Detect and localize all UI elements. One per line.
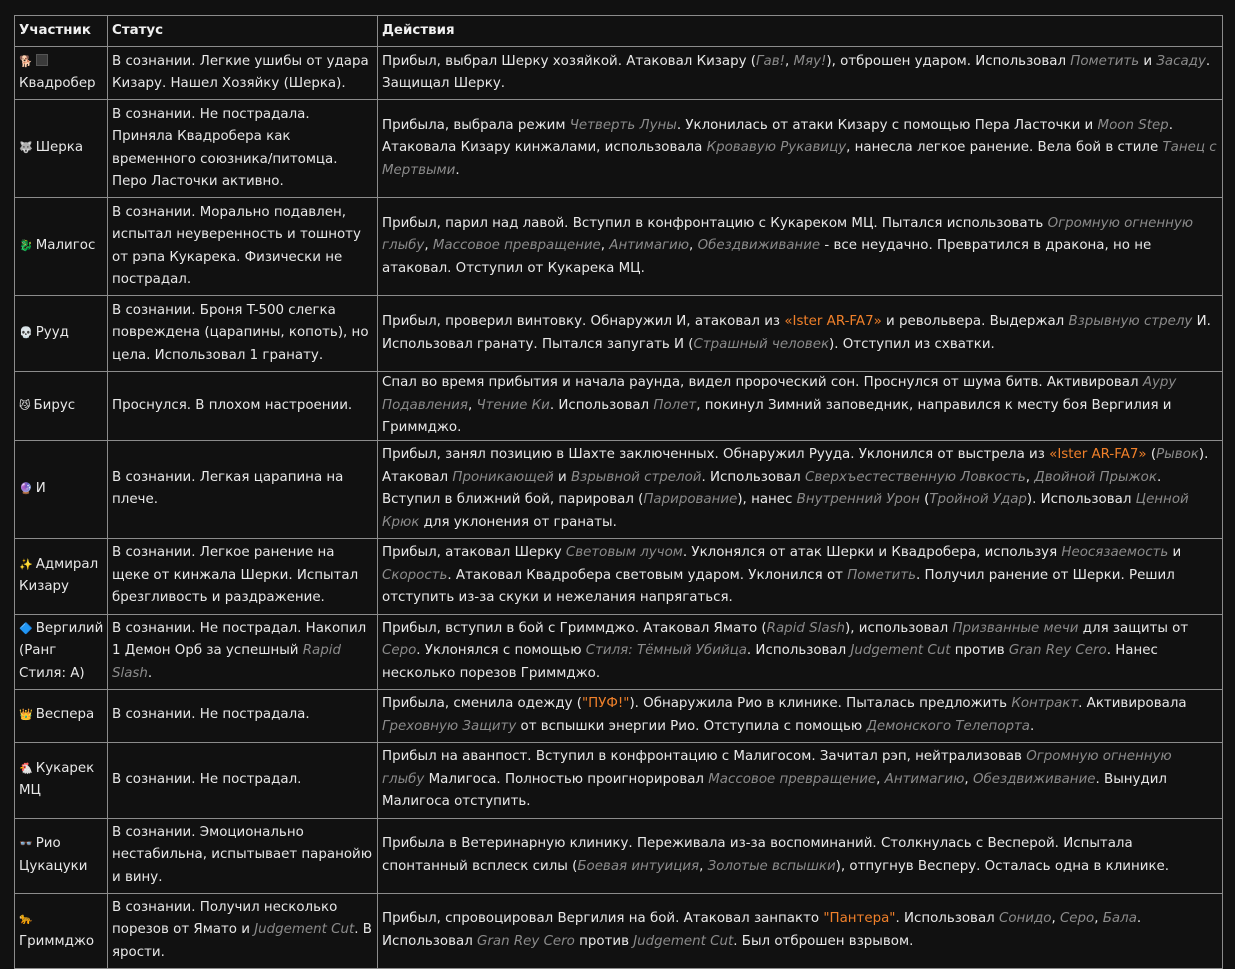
text-run: . Уклонялся с помощью <box>416 643 586 659</box>
text-run: . Использовал <box>549 397 654 413</box>
participant-cell <box>15 296 108 372</box>
text-run: . Уклонялся от атак Шерки и Квадробера, используя <box>682 545 1062 561</box>
ability-name: Антимагию <box>884 771 965 787</box>
ability-name: Чтение Ки <box>476 397 550 413</box>
participant-name: Вергилий (Ранг Стиля: А) <box>19 620 104 681</box>
text-run: против <box>574 933 634 949</box>
participant-cell <box>15 742 108 818</box>
text-run: ( <box>1146 447 1157 462</box>
text-run: . Активировала <box>1078 696 1187 711</box>
text-run: ). Использовал <box>1026 492 1136 507</box>
participant-name: Рууд <box>35 325 69 341</box>
participant-name: Адмирал Кизару <box>19 556 99 594</box>
participant-icon: 🐆 <box>19 912 33 925</box>
table-row <box>15 100 1223 198</box>
status-cell <box>108 372 378 441</box>
ability-name: Скорость <box>382 567 448 583</box>
participant-name: Рио Цукацуки <box>19 836 88 874</box>
table-body <box>15 47 1223 969</box>
ability-name: Ауру Подавления <box>382 375 1177 413</box>
actions-cell <box>378 614 1223 689</box>
text-run: В сознании. Не пострадала. Приняла Квадробера как временного союзника/питомца. Перо Ласточки активно. <box>112 106 338 189</box>
ability-name: Контракт <box>1011 696 1079 711</box>
participant-icon: 🔮 <box>19 481 33 495</box>
participant-icon: 😼 <box>19 398 31 412</box>
actions-cell <box>378 47 1223 100</box>
status-cell <box>108 100 378 198</box>
ability-name: Пометить <box>1070 53 1140 69</box>
ability-name: Стиля: Тёмный Убийца <box>585 643 747 659</box>
ability-name: Gran Rey Cero <box>477 933 575 949</box>
text-run: для защиты от <box>1078 620 1189 636</box>
table-row <box>15 538 1223 614</box>
participant-icon: ✨ <box>19 557 33 571</box>
text-run: В сознании. Легкие ушибы от удара Кизару. Нашел Хозяйку (Шерка). <box>112 53 369 91</box>
text-run: для уклонения от гранаты. <box>419 514 617 530</box>
table-row <box>15 440 1223 538</box>
text-run: . Получил ранение от Шерки. Решил отступить из-за скуки и нежелания напрягаться. <box>382 567 1175 606</box>
ability-name: Двойной Прыжок <box>1034 469 1157 485</box>
status-cell <box>108 538 378 614</box>
participant-name: Кукарек МЦ <box>19 760 95 798</box>
actions-cell <box>378 440 1223 538</box>
text-run: , <box>876 771 885 787</box>
text-run: , <box>784 53 794 69</box>
text-run: . Использовал <box>701 469 806 485</box>
weapon-name: «Ister AR-FA7» <box>784 314 882 329</box>
text-run: В сознании. Броня T-500 слегка повреждена (царапины, копоть), но цела. Использовал 1 гранату. <box>112 302 369 363</box>
text-run: против <box>950 643 1009 659</box>
text-run: Прибыл, выбрал Шерку хозяйкой. Атаковал Кизару ( <box>382 53 757 69</box>
text-run: ). Обнаружила Рио в клинике. Пыталась предложить <box>629 696 1012 711</box>
ability-name: Танец с Мертвыми <box>382 140 1217 178</box>
ability-name: Взрывную стрелу <box>1068 314 1193 329</box>
text-run: Спал во время прибытия и начала раунда, видел пророческий сон. Проснулся от шума битв. Активировал <box>382 375 1143 390</box>
ability-name: Обездвиживание <box>972 771 1096 787</box>
text-run: . Использовал <box>895 911 999 926</box>
text-run: , <box>964 771 973 787</box>
text-run: . В ярости. <box>112 922 372 960</box>
participant-name: Веспера <box>35 707 95 723</box>
participant-icon: 👑 <box>19 708 33 722</box>
ability-name: Тройной Удар <box>929 492 1027 507</box>
participant-name: Шерка <box>35 140 84 156</box>
text-run: ( <box>919 492 930 507</box>
text-run: . Вынудил Малигоса отступить. <box>382 771 1167 810</box>
header-actions: Действия <box>378 16 1223 47</box>
text-run: Прибыл, парил над лавой. Вступил в конфронтацию с Кукареком МЦ. Пытался использовать <box>382 215 1048 231</box>
text-run: В сознании. Не пострадал. Накопил 1 Демон Орб за успешный <box>112 620 367 659</box>
ability-name: Мяу! <box>793 53 827 69</box>
ability-name: Четверть Луны <box>569 117 677 133</box>
status-cell <box>108 689 378 742</box>
status-cell <box>108 742 378 818</box>
ability-name: Gran Rey Cero <box>1008 643 1107 659</box>
ability-name: Сонидо <box>998 911 1052 926</box>
text-run: и <box>1139 53 1157 69</box>
ability-name: Полет <box>653 397 697 413</box>
participant-cell <box>15 614 108 689</box>
ability-name: Массовое превращение <box>708 771 877 787</box>
text-run: , <box>699 858 708 874</box>
ability-name: Боевая интуиция <box>577 858 700 874</box>
text-run: В сознании. Легкое ранение на щеке от кинжала Шерки. Испытал брезгливость и раздражение. <box>112 545 359 606</box>
text-run: , покинул Зимний заповедник, направился к месту боя Вергилия и Гриммджо. <box>382 397 1172 435</box>
text-run: Прибыл на аванпост. Вступил в конфронтацию с Малигосом. Зачитал рэп, нейтрализовав <box>382 749 1027 765</box>
text-run: ), нанес <box>737 492 797 507</box>
text-run: , <box>600 238 610 254</box>
ability-name: Рывок <box>1156 447 1199 462</box>
table-row <box>15 818 1223 893</box>
ability-name: Сверхъестественную Ловкость <box>805 469 1026 485</box>
actions-cell <box>378 296 1223 372</box>
status-cell <box>108 614 378 689</box>
text-run: . Использовал <box>746 643 851 659</box>
text-run: . <box>1030 718 1035 734</box>
text-run: ), отпугнув Весперу. Осталась одна в клинике. <box>835 858 1170 874</box>
status-cell <box>108 818 378 893</box>
table-row <box>15 742 1223 818</box>
ability-name: Неосязаемость <box>1061 545 1169 561</box>
participant-icon: 🐉 <box>19 239 33 253</box>
text-run: ), использовал <box>845 620 953 636</box>
ability-name: Световым лучом <box>565 545 683 561</box>
participant-icon: 🔷 <box>19 621 33 635</box>
text-run: и револьвера. Выдержал <box>881 314 1069 329</box>
text-run: . Вступил в ближний бой, парировал ( <box>382 469 1162 507</box>
ability-name: Золотые вспышки <box>707 858 836 874</box>
text-run: В сознании. Получил несколько порезов от Ямато и <box>112 899 338 938</box>
text-run: Малигоса. Полностью проигнорировал <box>424 771 709 787</box>
participant-icon: 👓 <box>19 837 33 850</box>
participant-cell <box>15 372 108 441</box>
ability-name: Rapid Slash <box>112 643 341 681</box>
ability-name: Обездвиживание <box>697 238 821 254</box>
actions-cell <box>378 742 1223 818</box>
ability-name: Гав! <box>756 53 785 69</box>
ability-name: Бала <box>1102 911 1137 926</box>
text-run: Прибыла в Ветеринарную клинику. Переживала из-за воспоминаний. Столкнулась с Весперой. Испытала спонтанный всплеск силы ( <box>382 836 1133 874</box>
text-run: В сознании. Не пострадала. <box>112 707 310 723</box>
text-run: от вспышки энергии Рио. Отступила с помощью <box>516 718 867 734</box>
table-row <box>15 893 1223 968</box>
text-run: В сознании. Легкая царапина на плече. <box>112 469 344 507</box>
participant-name: Квадробер <box>19 76 96 91</box>
participant-name: Малигос <box>35 238 96 254</box>
text-run: . Нанес несколько порезов Гриммджо. <box>382 643 1158 681</box>
ability-name: Проникающей <box>452 469 554 485</box>
header-participant: Участник <box>15 16 108 47</box>
text-run: , <box>1025 469 1035 485</box>
text-run: , <box>467 397 477 413</box>
ability-name: Judgement Cut <box>850 643 951 659</box>
actions-cell <box>378 372 1223 441</box>
text-run: Прибыла, сменила одежду ( <box>382 696 582 711</box>
text-run: , <box>689 238 698 254</box>
text-run: Прибыл, атаковал Шерку <box>382 545 566 561</box>
participant-cell <box>15 198 108 296</box>
actions-cell <box>378 100 1223 198</box>
text-run: и <box>553 469 571 485</box>
ability-name: Антимагию <box>609 238 690 254</box>
text-run: Проснулся. В плохом настроении. <box>112 397 353 413</box>
table-row <box>15 47 1223 100</box>
actions-cell <box>378 818 1223 893</box>
ability-name: Кровавую Рукавицу <box>706 140 847 156</box>
ability-name: Взрывной стрелой <box>570 469 702 485</box>
table-row <box>15 296 1223 372</box>
participants-table <box>14 15 1223 969</box>
text-run: В сознании. Эмоционально нестабильна, испытывает паранойю и вину. <box>112 824 372 885</box>
participant-icon: 🐔 <box>19 761 33 775</box>
ability-name: Moon Step <box>1097 117 1169 133</box>
weapon-name: "ПУФ!" <box>581 696 630 711</box>
status-cell <box>108 296 378 372</box>
text-run: ), отброшен ударом. Использовал <box>826 53 1071 69</box>
ability-name: Ценной Крюк <box>382 492 1189 530</box>
status-cell <box>108 198 378 296</box>
participant-cell <box>15 47 108 100</box>
status-cell <box>108 893 378 968</box>
participant-cell <box>15 100 108 198</box>
participant-cell <box>15 893 108 968</box>
table-header-row <box>15 16 1223 47</box>
text-run: . Атаковал Квадробера световым ударом. Уклонился от <box>447 567 848 583</box>
text-run: В сознании. Не пострадал. <box>112 771 302 787</box>
status-cell <box>108 440 378 538</box>
actions-cell <box>378 689 1223 742</box>
text-run: . Использовал <box>382 911 1142 949</box>
battle-log <box>14 15 1222 969</box>
text-run: ). Атаковал <box>382 447 1209 485</box>
text-run: Прибыл, проверил винтовку. Обнаружил И, атаковал из <box>382 314 785 329</box>
actions-cell <box>378 538 1223 614</box>
ability-name: Пометить <box>847 567 917 583</box>
text-run: . Защищал Шерку. <box>382 53 1211 91</box>
participant-icon: 💀 <box>19 326 33 340</box>
participant-icon: 🐕 <box>19 54 33 68</box>
text-run: . <box>455 162 460 178</box>
header-status: Статус <box>108 16 378 47</box>
ability-name: Засаду <box>1156 53 1206 69</box>
text-run: Прибыл, спровоцировал Вергилия на бой. Атаковал занпакто <box>382 911 824 926</box>
weapon-name: «Ister AR-FA7» <box>1049 447 1147 462</box>
text-run: . Уклонилась от атаки Кизару с помощью Пера Ласточки и <box>676 117 1098 133</box>
text-run: . Атаковала Кизару кинжалами, использовала <box>382 117 1173 156</box>
participant-cell <box>15 440 108 538</box>
text-run: Прибыл, занял позицию в Шахте заключенных. Обнаружил Рууда. Уклонился от выстрела из <box>382 447 1050 462</box>
actions-cell <box>378 893 1223 968</box>
text-run: ). Отступил из схватки. <box>829 336 995 352</box>
actions-cell <box>378 198 1223 296</box>
ability-name: Огромную огненную глыбу <box>382 215 1194 254</box>
text-run: , <box>1094 911 1103 926</box>
table-row <box>15 372 1223 441</box>
status-cell <box>108 47 378 100</box>
text-run: , <box>424 238 433 254</box>
participant-cell <box>15 818 108 893</box>
participant-name: Гриммджо <box>19 933 95 949</box>
text-run: И. Использовал гранату. Пытался запугать И ( <box>382 314 1211 352</box>
black-square-icon <box>36 54 48 66</box>
text-run: . <box>147 665 153 681</box>
participant-icon: 🐺 <box>19 141 33 155</box>
participant-cell <box>15 689 108 742</box>
participant-name: Бирус <box>33 397 76 413</box>
participant-cell <box>15 538 108 614</box>
ability-name: Серо <box>1059 911 1095 926</box>
ability-name: Judgement Cut <box>633 933 734 949</box>
text-run: Прибыла, выбрала режим <box>382 117 570 133</box>
ability-name: Внутренний Урон <box>796 492 920 507</box>
ability-name: Judgement Cut <box>254 922 355 938</box>
ability-name: Страшный человек <box>693 336 830 352</box>
participant-name: И <box>35 480 46 496</box>
text-run: , <box>1051 911 1060 926</box>
ability-name: Демонского Телепорта <box>866 718 1031 734</box>
table-row <box>15 614 1223 689</box>
weapon-name: "Пантера" <box>823 911 896 926</box>
text-run: и <box>1168 545 1182 561</box>
ability-name: Серо <box>382 643 417 659</box>
table-row <box>15 689 1223 742</box>
ability-name: Парирование <box>643 492 738 507</box>
text-run: . Был отброшен взрывом. <box>733 933 914 949</box>
ability-name: Rapid Slash <box>766 620 846 636</box>
ability-name: Огромную огненную глыбу <box>382 749 1172 787</box>
ability-name: Массовое превращение <box>432 238 601 254</box>
ability-name: Греховную Защиту <box>382 718 517 734</box>
text-run: Прибыл, вступил в бой с Гриммджо. Атаковал Ямато ( <box>382 620 767 636</box>
text-run: В сознании. Морально подавлен, испытал неуверенность и тошноту от рэпа Кукарека. Физически не пострадал. <box>112 204 361 287</box>
text-run: - все неудачно. Превратился в дракона, но не атаковал. Отступил от Кукарека МЦ. <box>382 238 1152 276</box>
table-row <box>15 198 1223 296</box>
ability-name: Призванные мечи <box>952 620 1079 636</box>
text-run: , нанесла легкое ранение. Вела бой в стиле <box>846 140 1163 156</box>
